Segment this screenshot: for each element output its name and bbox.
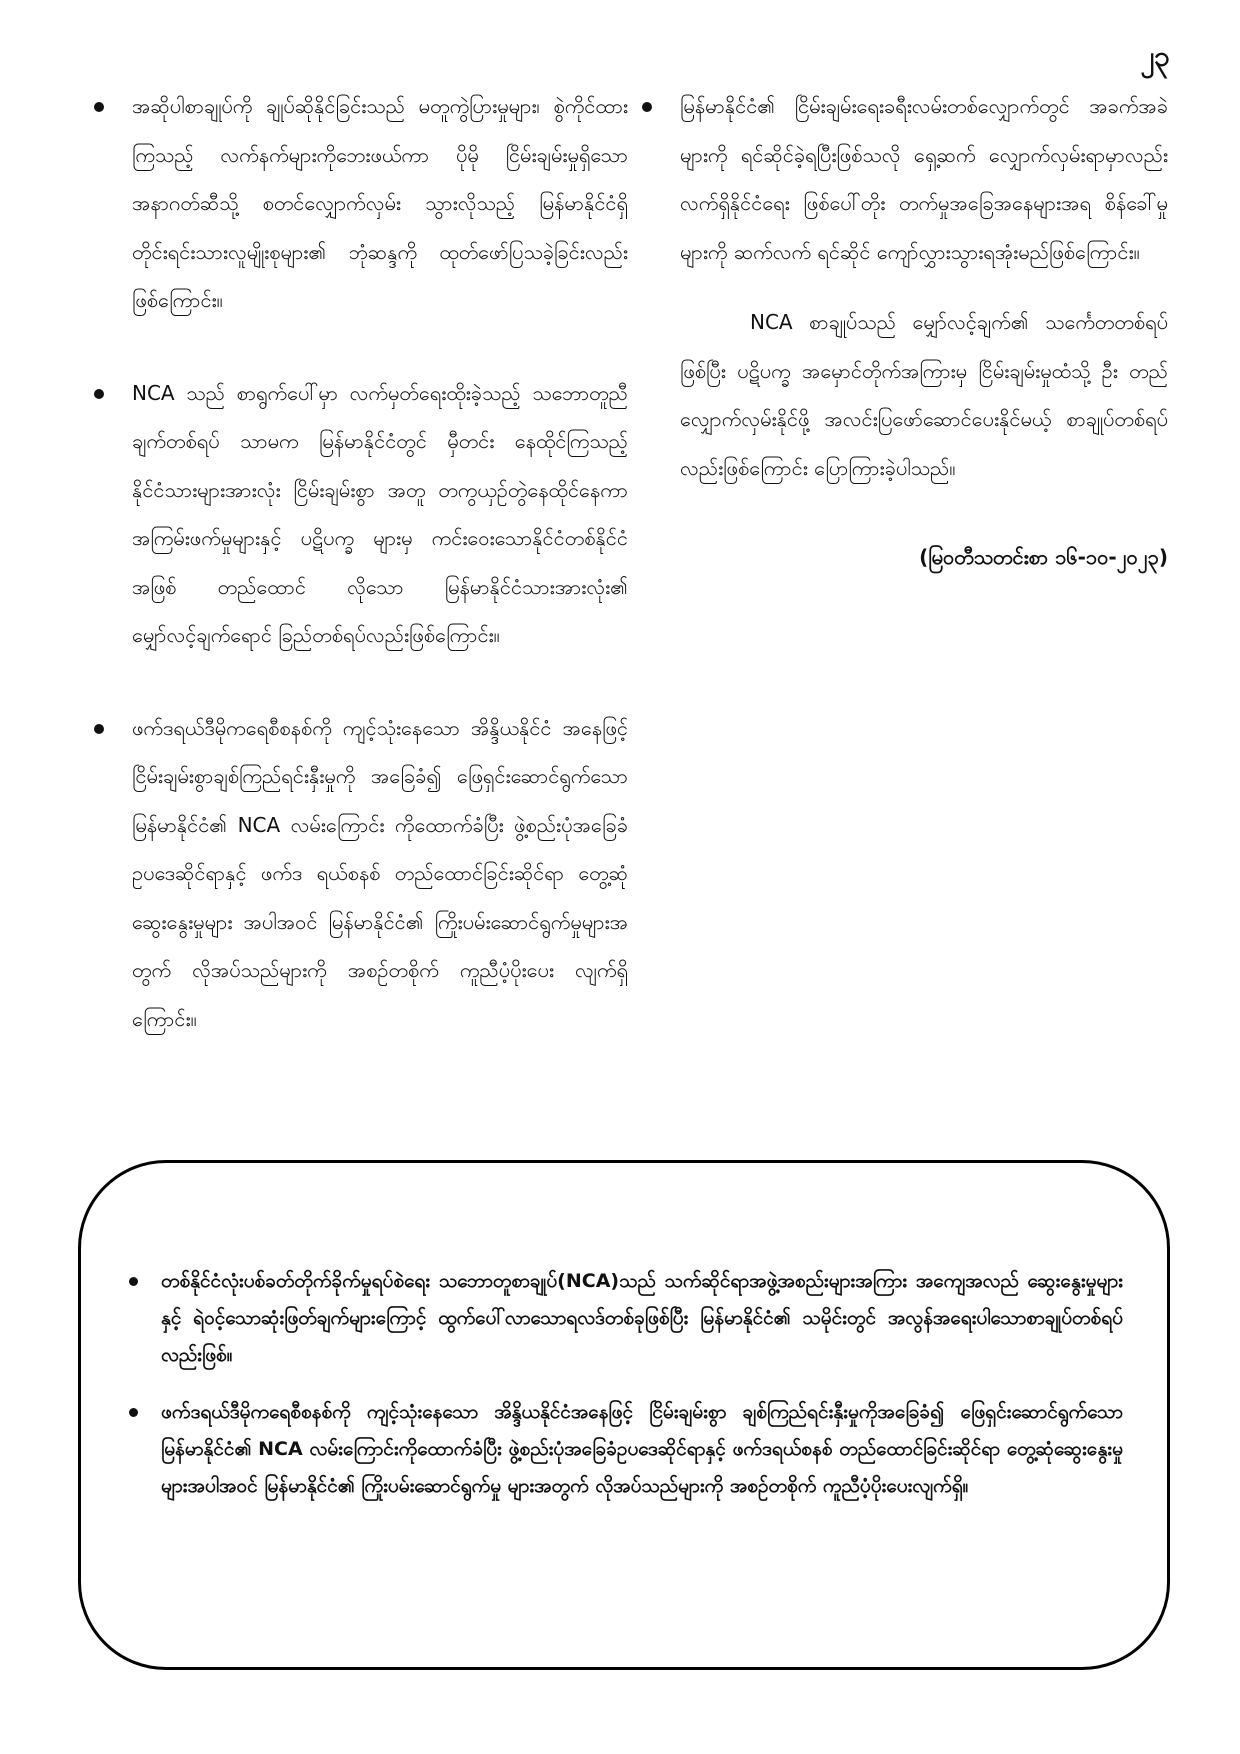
bullet-text: ဖက်ဒရယ်ဒီမိုကရေစီစနစ်ကို ကျင့်သုံးနေသော အိန္ဒိယနိုင်ငံ အနေဖြင့် ငြိမ်းချမ်းစွာချစ်ကြည်ရင်းနှီးမှုကို အခြေခံ၍ ဖြေရှင်းဆောင်ရွက်သော မြန်မာနိုင်ငံ၏ NCA လမ်းကြောင်း ကိုထောက်ခံပြီး ဖွဲ့စည်းပုံအခြေခံဥပဒေဆိုင်ရာနှင့် ဖက်ဒ ရယ်စနစ် တည်ထောင်ခြင်းဆိုင်ရာ တွေ့ဆုံဆွေးနွေးမှုများ အပါအဝင် မြန်မာနိုင်ငံ၏ ကြိုးပမ်းဆောင်ရွက်မှုများအ တွက် လိုအပ်သည်များကို အစဉ်တစိုက် ကူညီပံ့ပိုးပေး လျက်ရှိကြောင်း။ bbox=[132, 715, 628, 1031]
bullet-text: NCA သည် စာရွက်ပေါ်မှာ လက်မှတ်ရေးထိုးခဲ့သည့် သဘောတူညီချက်တစ်ရပ် သာမက မြန်မာနိုင်ငံတွင် မှီတင်း နေထိုင်ကြသည့်နိုင်ငံသားများအားလုံး ငြိမ်းချမ်းစွာ အတူ တကွယှဉ်တွဲနေထိုင်နေကာ အကြမ်းဖက်မှုများနှင့် ပဋိပက္ခ များမှ ကင်းဝေးသောနိုင်ငံတစ်နိုင်ငံအဖြစ် တည်ထောင် လိုသော မြန်မာနိုင်ငံသားအားလုံး၏ မျှော်လင့်ချက်ရောင် ခြည်တစ်ရပ်လည်းဖြစ်ကြောင်း။ bbox=[132, 380, 628, 647]
bullet-icon bbox=[94, 102, 104, 112]
list-item bbox=[636, 82, 1168, 276]
right-column bbox=[636, 82, 1168, 574]
list-item bbox=[121, 1263, 1123, 1374]
bullet-icon bbox=[129, 1408, 138, 1417]
bullet-icon bbox=[94, 724, 104, 734]
bullet-icon bbox=[129, 1277, 138, 1286]
page-number: ၂၃ bbox=[1140, 40, 1170, 73]
summary-text: တစ်နိုင်ငံလုံးပစ်ခတ်တိုက်ခိုက်မှုရပ်စဲရေး သဘောတူစာချုပ်(NCA)သည် သက်ဆိုင်ရာအဖွဲ့အစည်းများအကြား အကျေအလည် ဆွေးနွေးမှုများနှင့် ရဲဝင့်သောဆုံးဖြတ်ချက်များကြောင့် ထွက်ပေါ်လာသောရလဒ်တစ်ခုဖြစ်ပြီး မြန်မာနိုင်ငံ၏ သမိုင်းတွင် အလွန်အရေးပါသောစာချုပ်တစ်ရပ်လည်းဖြစ်။ bbox=[161, 1270, 1123, 1366]
bullet-text: အဆိုပါစာချုပ်ကို ချုပ်ဆိုနိုင်ခြင်းသည် မတူကွဲပြားမှုများ၊ စွဲကိုင်ထားကြသည့် လက်နက်များကိုဘေးဖယ်ကာ ပိုမို ငြိမ်းချမ်းမှုရှိသော အနာဂတ်ဆီသို့ စတင်လျှောက်လှမ်း သွားလိုသည့် မြန်မာနိုင်ငံရှိ တိုင်းရင်းသားလူမျိုးစုများ၏ ဘုံဆန္ဒကို ထုတ်ဖော်ပြသခဲ့ခြင်းလည်းဖြစ်ကြောင်း။ bbox=[132, 94, 628, 312]
summary-bullet-list bbox=[121, 1263, 1123, 1525]
list-item bbox=[121, 1394, 1123, 1505]
closing-paragraph: NCA စာချုပ်သည် မျှော်လင့်ချက်၏ သင်္ကေတတစ်ရပ် ဖြစ်ပြီး ပဋိပက္ခ အမှောင်တိုက်အကြားမှ ငြိမ်းချမ်းမှုထံသို့ ဦး တည်လျှောက်လှမ်းနိုင်ဖို့ အလင်းပြဖော်ဆောင်ပေးနိုင်မယ့် စာချုပ်တစ်ရပ်လည်းဖြစ်ကြောင်း ပြောကြားခဲ့ပါသည်။ bbox=[680, 310, 1168, 480]
right-bullet-list bbox=[636, 82, 1168, 276]
bullet-text: မြန်မာနိုင်ငံ၏ ငြိမ်းချမ်းရေးခရီးလမ်းတစ်လျှောက်တွင် အခက်အခဲများကို ရင်ဆိုင်ခဲ့ရပြီးဖြစ်သလို ရှေ့ဆက် လျှောက်လှမ်းရာမှာလည်း လက်ရှိနိုင်ငံရေး ဖြစ်ပေါ်တိုး တက်မှုအခြေအနေများအရ စိန်ခေါ်မှုများကို ဆက်လက် ရင်ဆိုင် ကျော်လွှားသွားရအုံးမည်ဖြစ်ကြောင်း။ bbox=[680, 94, 1168, 264]
list-item bbox=[88, 82, 628, 325]
bullet-icon bbox=[642, 102, 652, 112]
source-citation: (မြဝတီသတင်းစာ ၁၆-၁၀-၂၀၂၃) bbox=[919, 545, 1168, 569]
summary-text: ဖက်ဒရယ်ဒီမိုကရေစီစနစ်ကို ကျင့်သုံးနေသော အိန္ဒိယနိုင်ငံအနေဖြင့် ငြိမ်းချမ်းစွာ ချစ်ကြည်ရင်းနှီးမှုကိုအခြေခံ၍ ဖြေရှင်းဆောင်ရွက်သော မြန်မာနိုင်ငံ၏ NCA လမ်းကြောင်းကိုထောက်ခံပြီး ဖွဲ့စည်းပုံအခြေခံဥပဒေဆိုင်ရာနှင့် ဖက်ဒရယ်စနစ် တည်ထောင်ခြင်းဆိုင်ရာ တွေ့ဆုံဆွေးနွေးမှုများအပါအဝင် မြန်မာနိုင်ငံ၏ ကြိုးပမ်းဆောင်ရွက်မှု များအတွက် လိုအပ်သည်များကို အစဉ်တစိုက် ကူညီပံ့ပိုးပေးလျက်ရှိ။ bbox=[161, 1401, 1123, 1497]
left-bullet-list bbox=[88, 82, 628, 1043]
left-column bbox=[88, 82, 628, 1087]
list-item bbox=[88, 704, 628, 1044]
list-item bbox=[88, 369, 628, 660]
summary-box bbox=[78, 1160, 1170, 1670]
bullet-icon bbox=[94, 389, 104, 399]
